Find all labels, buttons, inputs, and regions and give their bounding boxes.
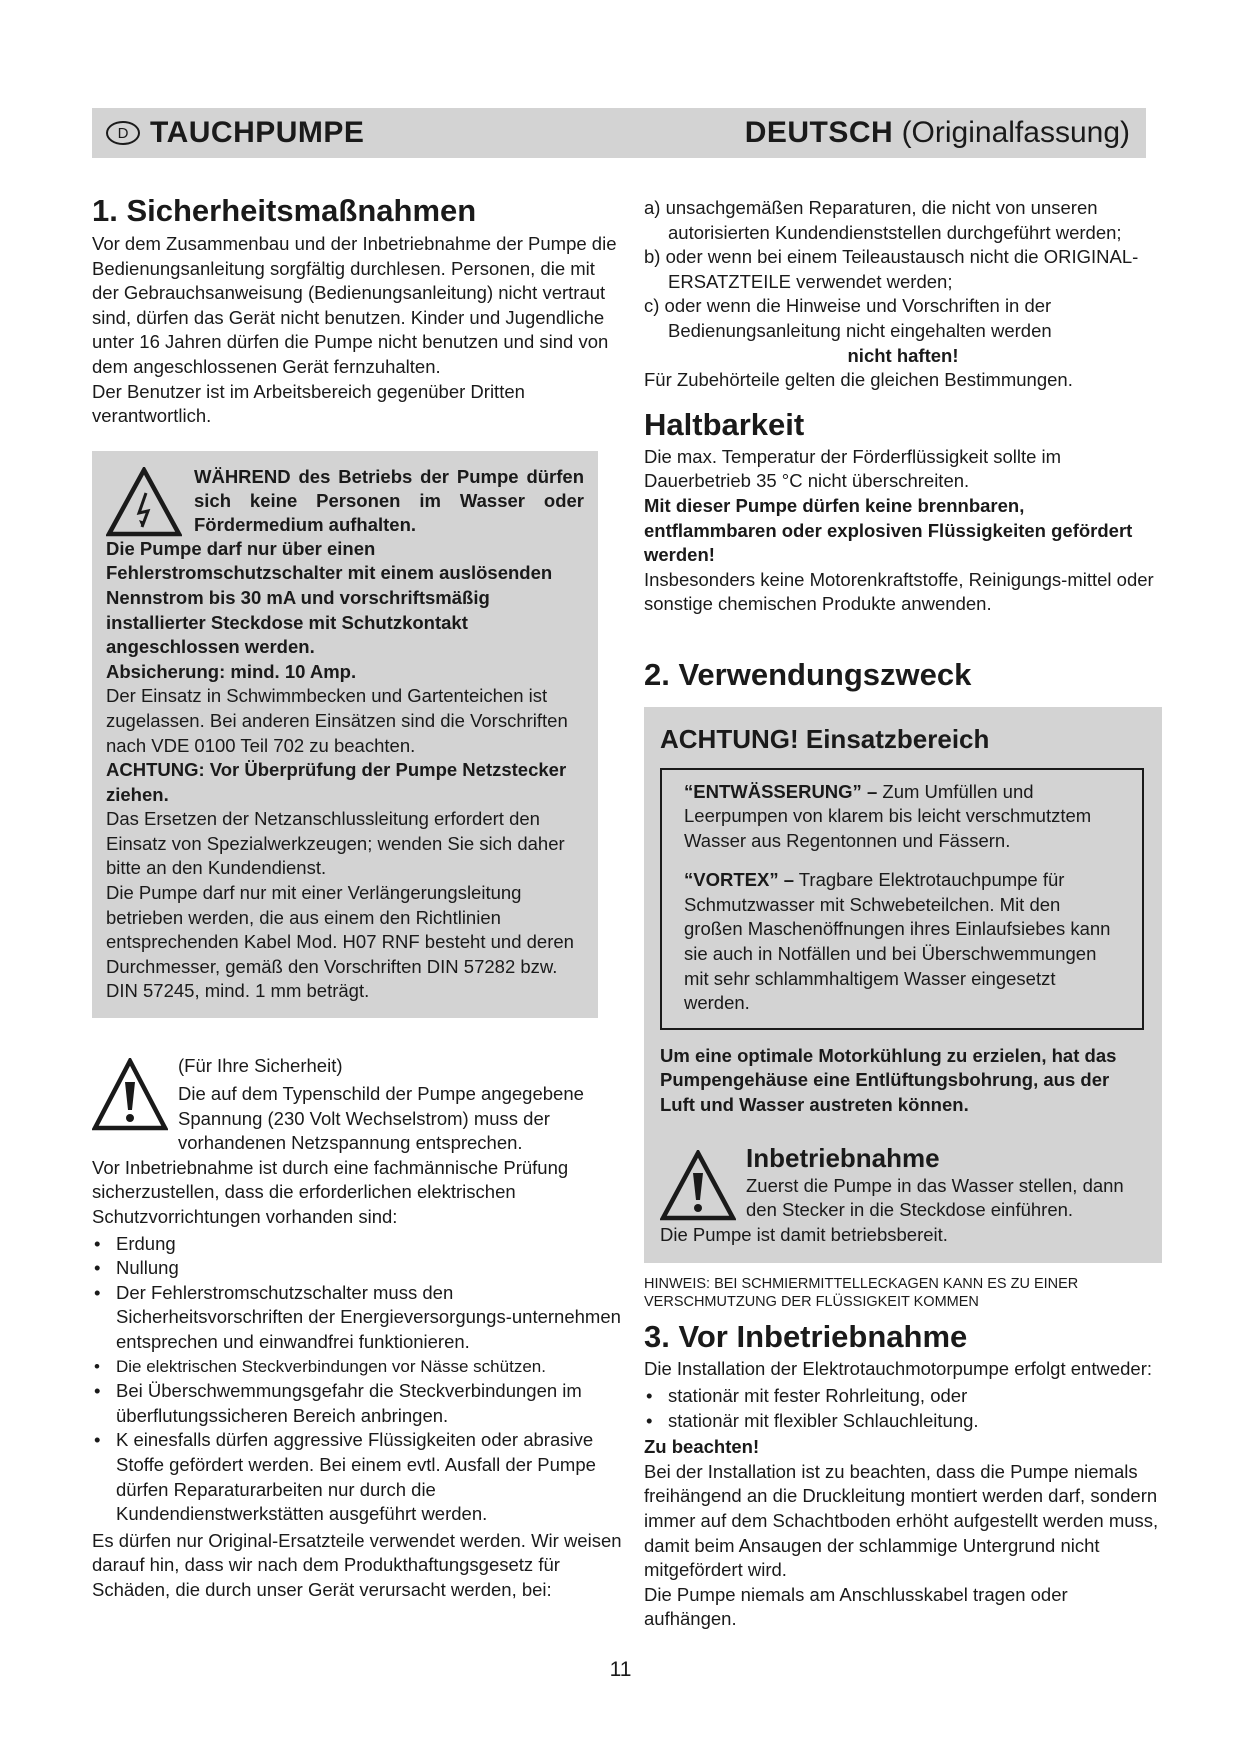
user-responsibility: Der Benutzer ist im Arbeitsbereich gegenüber Dritten verantwortlich. bbox=[92, 380, 525, 427]
header-left bbox=[106, 116, 364, 150]
liability-exclusion-list bbox=[644, 196, 1162, 344]
language-mark: D bbox=[106, 121, 140, 145]
commissioning-block bbox=[660, 1144, 1146, 1223]
list-item: a) unsachgemäßen Reparaturen, die nicht von unseren autorisierten Kundendienststellen durchgeführt werden; bbox=[644, 197, 1122, 243]
commissioning-steps: Zuerst die Pumpe in das Wasser stellen, dann den Stecker in die Steckdose einführen. bbox=[746, 1174, 1124, 1221]
document-title: TAUCHPUMPE bbox=[150, 116, 365, 149]
original-parts-note: Es dürfen nur Original-Ersatzteile verwendet werden. Wir weisen darauf hin, dass wir nach dem Produkthaftungsgesetz für Schäden, die durch unser Gerät verursacht werden, bei: bbox=[92, 1529, 622, 1600]
protection-check: Vor Inbetriebnahme ist durch eine fachmännische Prüfung sicherzustellen, dass die erforderlichen elektrischen Schutzvorrichtungen vorhanden sind: bbox=[92, 1156, 569, 1227]
language-name: DEUTSCH bbox=[744, 116, 894, 149]
warning-head bbox=[106, 465, 584, 537]
accessories-note: Für Zubehörteile gelten die gleichen Bestimmungen. bbox=[644, 369, 1073, 391]
commissioning-text bbox=[746, 1144, 1146, 1223]
warning-icon bbox=[92, 1058, 168, 1132]
electric-hazard-icon bbox=[106, 467, 182, 537]
section-heading-durability: Haltbarkeit bbox=[644, 406, 805, 442]
language-note: (Originalfassung) bbox=[901, 116, 1130, 149]
safety-label: (Für Ihre Sicherheit) bbox=[178, 1055, 343, 1077]
installation-options bbox=[644, 1384, 1162, 1433]
safety-notice bbox=[92, 1054, 622, 1602]
voltage-note: Die auf dem Typenschild der Pumpe angegebene Spannung (230 Volt Wechselstrom) muss der vorhandenen Netzspannung entsprechen. bbox=[178, 1083, 584, 1154]
extension-cable-note: Die Pumpe darf nur mit einer Verlängerungsleitung betrieben werden, die aus einem den Richtlinien entsprechenden Kabel Mod. H07 RNF besteht und deren Durchmesser, gemäß den Vorschriften DIN 57282 bzw. DIN 57245, mind. 1 mm beträgt. bbox=[106, 882, 574, 1002]
section-heading-purpose: 2. Verwendungszweck bbox=[644, 656, 972, 692]
list-item: • Die elektrischen Steckverbindungen vor Nässe schützen. bbox=[92, 1355, 622, 1380]
pool-usage-note: Der Einsatz in Schwimmbecken und Gartenteichen ist zugelassen. Bei anderen Einsätzen sind die Vorschriften nach VDE 0100 Teil 702 zu beachten. bbox=[106, 685, 568, 756]
drainage-text: Zum Umfüllen und Leerpumpen von klarem bis leicht verschmutztem Wasser aus Regentonnen und Fässern. bbox=[684, 780, 1092, 851]
usage-box-title: ACHTUNG! Einsatzbereich bbox=[660, 723, 990, 754]
right-column bbox=[644, 196, 1162, 1632]
vortex-text: Tragbare Elektrotauchpumpe für Schmutzwasser mit Schwebeteilchen. Mit den großen Maschenöffnungen ihres Einlaufsiebes kann sie auch in Notfällen und bei Überschwemmungen mit sehr schlammhaltigem Wasser eingesetzt werden. bbox=[684, 869, 1111, 1014]
cable-carry-warning: Die Pumpe niemals am Anschlusskabel tragen oder aufhängen. bbox=[644, 1583, 1068, 1630]
drainage-label: “ENTWÄSSERUNG” – bbox=[684, 780, 878, 802]
pump-types-box bbox=[660, 768, 1144, 1030]
installation-note: Bei der Installation ist zu beachten, dass die Pumpe niemals freihängend an die Druckleitung montiert werden darf, sondern immer auf dem Schachtboden erhöht aufgestellt werden muss, damit beim Ansaugen der schlammige Untergrund nicht mitgefördert wird. bbox=[644, 1460, 1159, 1581]
safety-intro: Vor dem Zusammenbau und der Inbetriebnahme der Pumpe die Bedienungsanleitung sorgfältig durchlesen. Personen, die mit der Gebrauchsanweisung (Bedienungsanleitung) nicht vertraut sind, dürfen das Gerät nicht benutzen. Kinder und Jugendliche unter 16 Jahren dürfen die Pumpe nicht benutzen und sind von dem angeschlossenen Gerät fernzuhalten. bbox=[92, 233, 617, 377]
installation-intro: Die Installation der Elektrotauchmotorpumpe erfolgt entweder: bbox=[644, 1358, 1152, 1380]
vortex-label: “VORTEX” – bbox=[684, 869, 794, 891]
fuse-requirement: Absicherung: mind. 10 Amp. bbox=[106, 660, 357, 682]
section-heading-safety: 1. Sicherheitsmaßnahmen bbox=[92, 193, 477, 228]
temperature-limit: Die max. Temperatur der Förderflüssigkeit sollte im Dauerbetrieb 35 °C nicht überschreiten. bbox=[644, 445, 1062, 492]
list-item: • stationär mit fester Rohrleitung, oder bbox=[644, 1384, 1162, 1409]
chemicals-note: Insbesonders keine Motorenkraftstoffe, Reinigungs-mittel oder sonstige chemischen Produkte anwenden. bbox=[644, 568, 1154, 615]
page-number: 11 bbox=[609, 1658, 632, 1681]
lubricant-leak-notice: HINWEIS: BEI SCHMIERMITTELLECKAGEN KANN ES ZU EINER VERSCHMUTZUNG DER FLÜSSIGKEIT KOMMEN bbox=[644, 1276, 1079, 1311]
section-heading-before-start: 3. Vor Inbetriebnahme bbox=[644, 1319, 968, 1355]
usage-area-box bbox=[644, 707, 1162, 1264]
list-item: b) oder wenn bei einem Teileaustausch nicht die ORIGINAL-ERSATZTEILE verwendet werden; bbox=[644, 246, 1139, 292]
flammable-warning: Mit dieser Pumpe dürfen keine brennbaren, entflammbaren oder explosiven Flüssigkeiten gefördert werden! bbox=[644, 494, 1133, 566]
left-column bbox=[92, 193, 622, 1603]
list-item: • Erdung bbox=[92, 1232, 622, 1257]
drainage-description bbox=[684, 780, 1124, 854]
safety-head-text bbox=[178, 1054, 343, 1079]
fi-switch-requirement: Die Pumpe darf nur über einen Fehlerstromschutzschalter mit einem auslösenden Nennstrom bis 30 mA und vorschriftsmäßig installierter Steckdose mit Schutzkontakt angeschlossen werden. bbox=[106, 537, 553, 658]
list-item: • stationär mit flexibler Schlauchleitung. bbox=[644, 1409, 1162, 1434]
cooling-note: Um eine optimale Motorkühlung zu erzielen, hat das Pumpengehäuse eine Entlüftungsbohrung, aus der Luft und Wasser austreten können. bbox=[660, 1044, 1117, 1116]
protection-list bbox=[92, 1232, 622, 1527]
language-label bbox=[745, 116, 1130, 150]
vortex-description bbox=[684, 868, 1124, 1016]
list-item: • Nullung bbox=[92, 1256, 622, 1281]
unplug-caution: ACHTUNG: Vor Überprüfung der Pumpe Netzstecker ziehen. bbox=[106, 759, 567, 805]
page-header bbox=[92, 108, 1146, 158]
electrical-warning-box bbox=[92, 451, 598, 1018]
warning-icon bbox=[660, 1150, 736, 1222]
list-item: c) oder wenn die Hinweise und Vorschriften in der Bedienungsanleitung nicht eingehalten werden bbox=[644, 295, 1052, 341]
list-item: • Bei Überschwemmungsgefahr die Steckverbindungen im überflutungssicheren Bereich anbringen. bbox=[92, 1379, 622, 1428]
cable-replacement-note: Das Ersetzen der Netzanschlussleitung erfordert den Einsatz von Spezialwerkzeugen; wenden Sie sich daher bitte an den Kundendienst. bbox=[106, 808, 565, 879]
note-label: Zu beachten! bbox=[644, 1436, 760, 1458]
list-item: • Der Fehlerstromschutzschalter muss den Sicherheitsvorschriften der Energieversorgungs-unternehmen entsprechen und einwandfrei funktionieren. bbox=[92, 1281, 622, 1355]
list-item: • K einesfalls dürfen aggressive Flüssigkeiten oder abrasive Stoffe gefördert werden. Bei einem evtl. Ausfall der Pumpe dürfen Reparaturarbeiten nur durch die Kundendienstwerkstätten ausgeführt werden. bbox=[92, 1428, 622, 1526]
no-persons-in-water-warning: WÄHREND des Betriebs der Pumpe dürfen sich keine Personen im Wasser oder Fördermedium aufhalten. bbox=[194, 465, 584, 535]
commissioning-title: Inbetriebnahme bbox=[746, 1142, 940, 1173]
ready-note: Die Pumpe ist damit betriebsbereit. bbox=[660, 1223, 948, 1245]
not-liable-text: nicht haften! bbox=[847, 344, 959, 366]
